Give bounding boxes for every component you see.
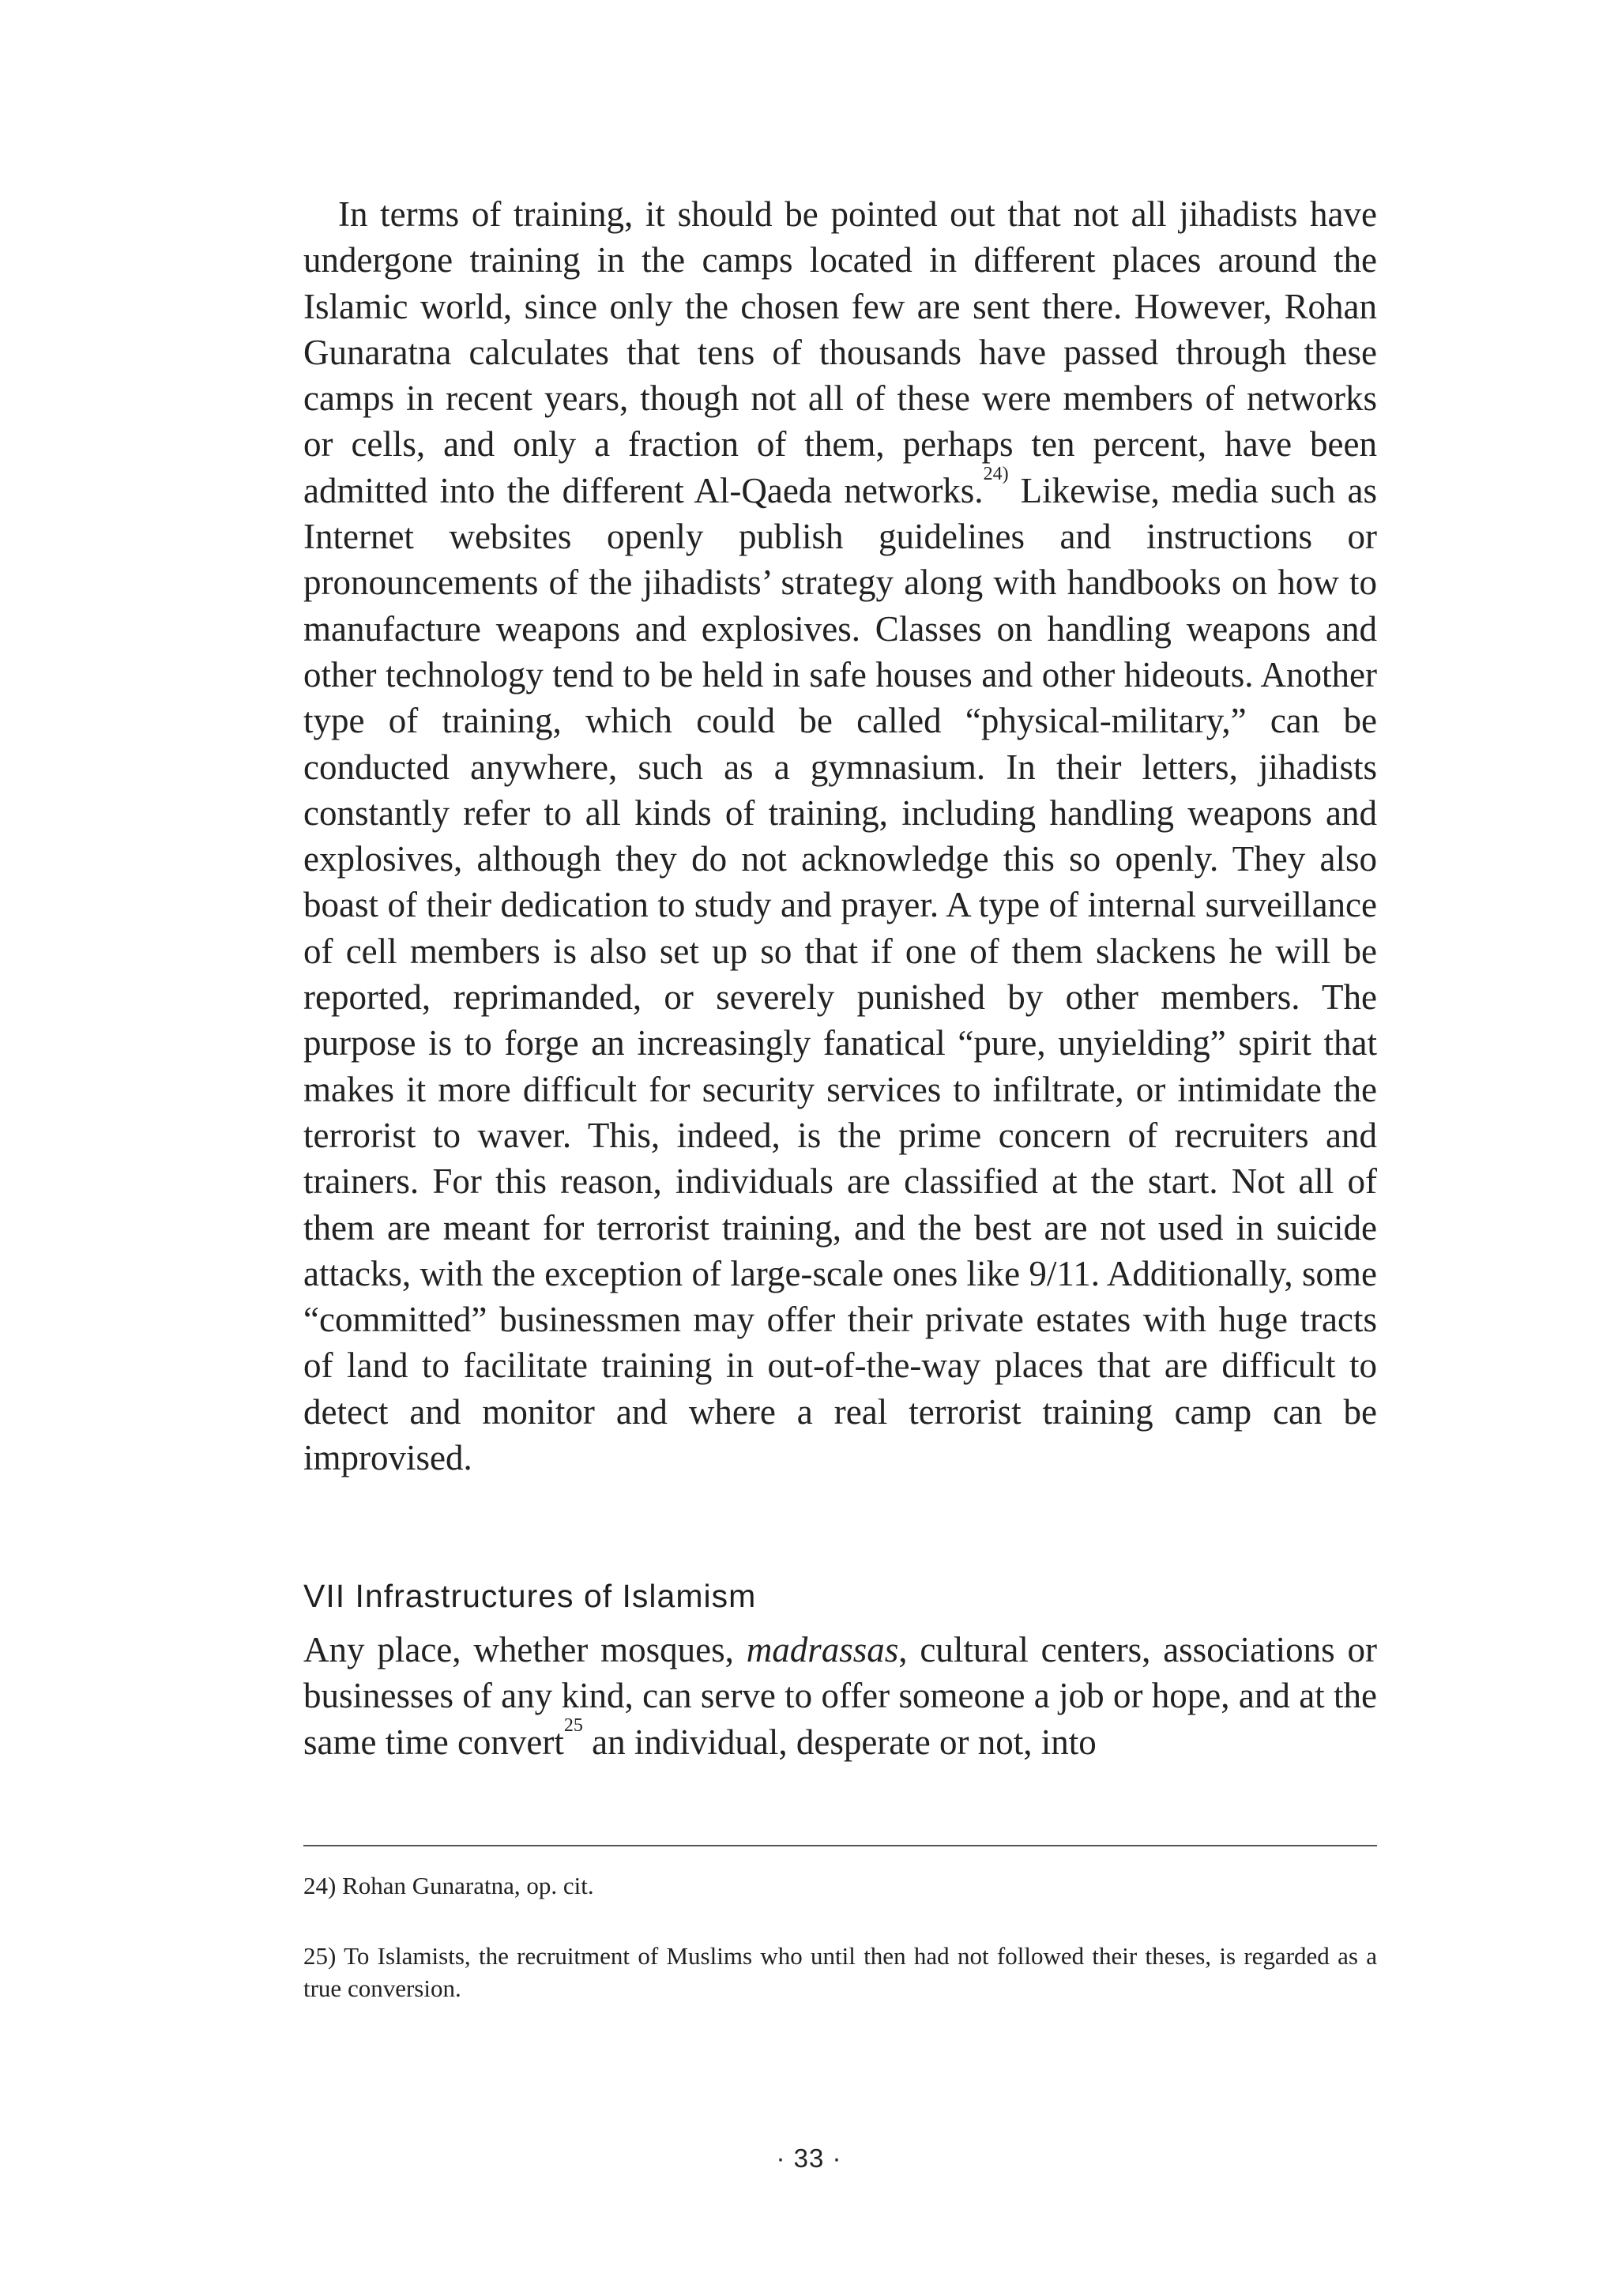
section-paragraph — [303, 1627, 1377, 1765]
footnote-divider — [303, 1845, 1377, 1846]
section-paragraph-text-1: Any place, whether mosques, — [303, 1630, 747, 1669]
body-paragraph-text-2: Likewise, media such as Internet websites openly publish guidelines and instructions or pronouncements of the jihadists’ strategy along with handbooks on how to manufacture weapons and explosives. Classes on handling weapons and other technology tend to be held in safe houses and other hideouts. Another type of training, which could be called “physical-military,” can be conducted anywhere, such as a gymnasium. In their letters, jihadists constantly refer to all kinds of training, including handling weapons and explosives, although they do not acknowledge this so openly. They also boast of their dedication to study and prayer. A type of internal surveillance of cell members is also set up so that if one of them slackens he will be reported, reprimanded, or severely punished by other members. The purpose is to forge an increasingly fanatical “pure, unyielding” spirit that makes it more difficult for security services to infiltrate, or intimidate the terrorist to waver. This, indeed, is the prime concern of recruiters and trainers. For this reason, individuals are classified at the start. Not all of them are meant for terrorist training, and the best are not used in suicide attacks, with the exception of large-scale ones like 9/11. Additionally, some “committed” businessmen may offer their private estates with huge tracts of land to facilitate training in out-of-the-way places that are difficult to detect and monitor and where a real terrorist training camp can be improvised. — [303, 470, 1377, 1478]
footnote-reference-24: 24) — [983, 463, 1009, 484]
page-number: · 33 · — [776, 2144, 842, 2173]
section-paragraph-text-2: , cultural centers, associations or businesses of any kind, can serve to offer someone a job or hope, and at the same time convert — [303, 1630, 1377, 1762]
section-paragraph-text-3: an individual, desperate or not, into — [582, 1722, 1097, 1762]
footnote-24: 24) Rohan Gunaratna, op. cit. — [303, 1872, 594, 1899]
footnote-25: 25) To Islamists, the recruitment of Muslims who until then had not followed their theses, is regarded as a true conversion. — [303, 1942, 1377, 2002]
body-paragraph-text-1: In terms of training, it should be pointed out that not all jihadists have undergone training in the camps located in different places around the Islamic world, since only the chosen few are sent there. However, Rohan Gunaratna calculates that tens of thousands have passed through these camps in recent years, though not all of these were members of networks or cells, and only a fraction of them, perhaps ten percent, have been admitted into the different Al-Qaeda networks. — [303, 194, 1377, 510]
italic-term: madrassas — [746, 1630, 899, 1669]
body-paragraph — [303, 191, 1377, 1481]
footnote-reference-25: 25 — [563, 1714, 583, 1736]
section-heading: VII Infrastructures of Islamism — [303, 1578, 757, 1614]
